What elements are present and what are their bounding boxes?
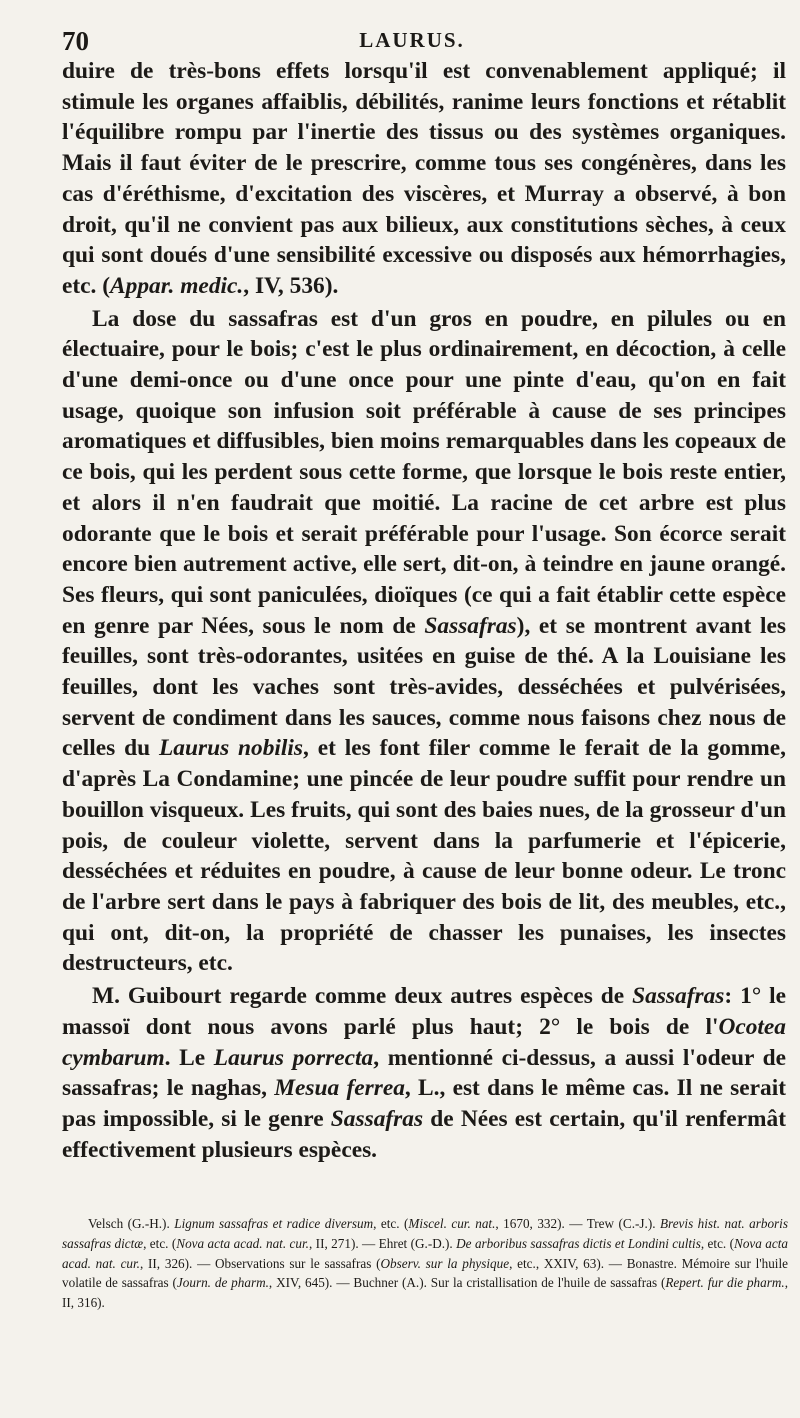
body-text [62,56,786,1165]
italic-run: Observ. sur la physique [380,1255,510,1271]
text-run: , XIV, 645). — Buchner (A.). Sur la cristallisation de l'huile de sassafras ( [268,1275,666,1291]
text-run: , etc., XXIV, 63). — Bonastre. Mémoire sur l'huile volatile de sassafras ( [62,1255,788,1291]
text-run: , II, 271). — Ehret (G.-D.). [308,1235,457,1251]
text-run: duire de très-bons effets lorsqu'il est convenablement appliqué; il stimule les organes affaiblis, débilités, ranime leurs fonctions et rétablit l'équilibre rompu par l'inertie des tissus ou des systèmes organiques. Mais il faut éviter de le prescrire, comme tous ses congénères, dans les cas d'éréthisme, d'excitation des viscères, et Murray a observé, à bon droit, qu'il ne convient pas aux bilieux, aux constitutions sèches, à ceux qui sont doués d'une sensibilité excessive ou disposés aux hémorrhagies, etc. ( [62,58,786,299]
text-run: Velsch (G.-H.). [88,1216,175,1231]
italic-run: Sassafras [424,612,517,639]
text-run: : 1° le massoï dont nous avons parlé plus haut; 2° le bois de l' [62,983,786,1040]
italic-run: Brevis hist. nat. arboris sassafras dictæ [62,1216,788,1251]
italic-run: De arboribus sassafras dictis et Londini cultis [456,1235,701,1251]
italic-run: Sassafras [632,983,725,1010]
bibliography-footnote [62,1214,788,1313]
italic-run: Journ. de pharm. [176,1275,269,1291]
italic-run: Repert. fur die pharm. [665,1275,785,1291]
paragraph-1 [62,56,786,302]
italic-run: Laurus nobilis [158,735,304,762]
text-run: , II, 316). [62,1275,788,1311]
text-run: , IV, 536). [243,272,339,299]
page-header [62,24,762,58]
text-run: , 1670, 332). — Trew (C.-J.). [495,1216,660,1231]
text-run: , etc. ( [373,1216,409,1231]
text-run: ), et se montrent avant les feuilles, sont très-odorantes, usitées en guise de thé. A la Louisiane les feuilles, dont les vaches sont très-avides, desséchées et pulvérisées, servent de condiment dans les sauces, comme nous faisons chez nous de celles du [62,612,786,762]
text-run: , II, 326). — Observations sur le sassafras ( [139,1255,381,1271]
text-run: , etc. ( [143,1235,177,1251]
italic-run: Miscel. cur. nat. [408,1216,496,1231]
text-run: , L., est dans le même cas. Il ne serait pas impossible, si le genre [62,1075,786,1132]
italic-run: Mesua ferrea [274,1075,405,1102]
italic-run: Sassafras [330,1105,424,1132]
page-number: 70 [62,26,89,56]
text-run: La dose du sassafras est d'un gros en poudre, en pilules ou en électuaire, pour le bois; c'est le plus ordinairement, en décoction, à celle d'une demi-once ou d'une once pour une pinte d'eau, qu'on en fait usage, quoique son infusion soit préférable à cause de ses principes aromatiques et diffusibles, bien moins remarquables dans les copeaux de ce bois, qui les perdent sous cette forme, que lorsque le bois reste entier, et alors il n'en faudrait que moitié. La racine de cet arbre est plus odorante que le bois et serait préférable pour l'usage. Son écorce serait encore bien autrement active, elle sert, dit-on, à teindre en jaune orangé. Ses fleurs, qui sont paniculées, dioïques (ce qui a fait établir cette espèce en genre par Nées, sous le nom de [62,305,786,639]
paragraph-2 [62,304,786,979]
italic-run: Laurus porrecta [213,1044,374,1071]
italic-run: Nova acta acad. nat. cur. [62,1235,788,1271]
italic-run: Ocotea cymbarum [62,1013,786,1071]
italic-run: Lignum sassafras et radice diversum [174,1216,374,1231]
text-run: de Nées est certain, qu'il renfermât effectivement plusieurs espèces. [62,1105,786,1163]
text-run: , etc. ( [700,1235,735,1251]
running-head: LAURUS. [359,28,465,52]
paragraph-3 [62,981,786,1165]
footnote-paragraph [62,1214,788,1313]
italic-run: Appar. medic. [110,272,244,299]
text-run: , et les font filer comme le ferait de la gomme, d'après La Condamine; une pincée de leur poudre suffit pour rendre un bouillon visqueux. Les fruits, qui sont des baies nues, de la grosseur d'un pois, de couleur violette, servent dans la parfumerie et l'épicerie, desséchées et réduites en poudre, à cause de leur bonne odeur. Le tronc de l'arbre sert dans le pays à fabriquer des bois de lit, des meubles, etc., qui ont, dit-on, la propriété de chasser les punaises, les insectes destructeurs, etc. [62,735,786,977]
text-run: . Le [164,1044,214,1071]
italic-run: Nova acta acad. nat. cur. [176,1235,309,1251]
text-run: , mentionné ci-dessus, a aussi l'odeur de sassafras; le naghas, [62,1044,787,1102]
text-run: M. Guibourt regarde comme deux autres espèces de [92,983,633,1010]
